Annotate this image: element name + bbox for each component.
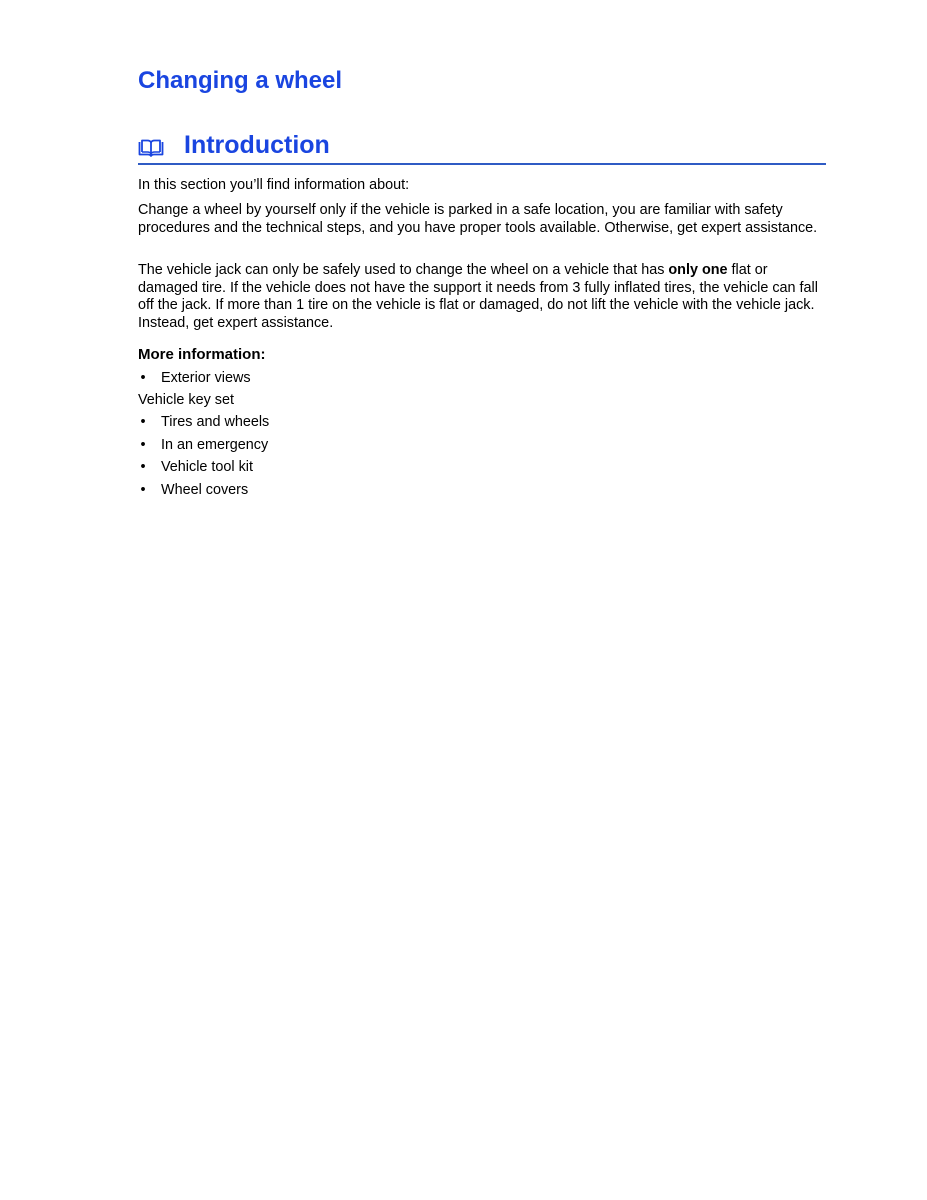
jack-warning-paragraph xyxy=(138,262,826,332)
intro-paragraph: In this section you’ll find information about: xyxy=(138,177,410,193)
more-info-item-label[interactable]: Vehicle key set xyxy=(138,392,234,408)
book-icon xyxy=(138,139,164,157)
safety-paragraph: Change a wheel by yourself only if the vehicle is parked in a safe location, you are familiar with safety procedures and the technical steps, and you have proper tools available. Otherwise, get expert assistance. xyxy=(138,202,818,236)
more-info-item-label[interactable]: In an emergency xyxy=(161,437,269,453)
bullet-icon: • xyxy=(140,459,146,475)
jack-warning-text-end: flat or damaged tire. If the vehicle does not have the support it needs from 3 fully inflated tires, the vehicle can fall off the jack. If more than 1 tire on the vehicle is flat or damaged, do not lift the vehicle with the vehicle jack. Instead, get expert assistance. xyxy=(138,262,818,331)
bullet-icon: • xyxy=(140,437,146,453)
jack-warning-text-start: The vehicle jack can only be safely used to change the wheel on a vehicle that has xyxy=(138,262,669,278)
more-info-item-label[interactable]: Tires and wheels xyxy=(161,414,270,430)
more-info-item-label[interactable]: Vehicle tool kit xyxy=(161,459,253,475)
section-title: Introduction xyxy=(184,131,330,159)
section-header xyxy=(138,131,826,165)
jack-warning-emphasis: only one xyxy=(668,262,728,278)
more-info-item-label[interactable]: Wheel covers xyxy=(161,482,249,498)
bullet-icon: • xyxy=(140,482,146,498)
bullet-icon: • xyxy=(140,370,146,386)
page-title: Changing a wheel xyxy=(138,67,343,94)
more-info-item-label[interactable]: Exterior views xyxy=(161,370,251,386)
bullet-icon: • xyxy=(140,414,146,430)
more-information-heading: More information: xyxy=(138,346,266,363)
